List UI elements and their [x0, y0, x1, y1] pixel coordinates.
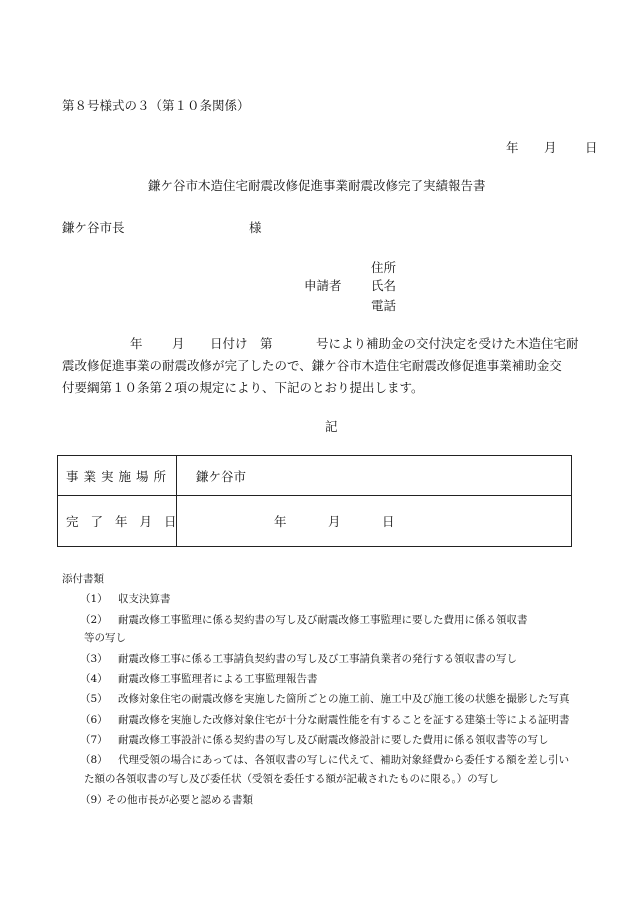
body-month: 月: [172, 336, 185, 351]
attachment-number: （9）: [80, 794, 108, 806]
attachment-text-continued: た額の各領収書の写し及び委任状（受領を委任する額が記載されたものに限る。）の写し: [84, 773, 499, 785]
attachment-number: （8）: [80, 754, 108, 766]
date-day: 日: [585, 140, 598, 155]
table-value-location: 鎌ケ谷市: [196, 469, 247, 484]
attachments-heading: 添付書類: [62, 573, 104, 585]
attachment-text: 改修対象住宅の耐震改修を実施した箇所ごとの施工前、施工中及び施工後の状態を撮影した写真: [118, 693, 570, 705]
attachment-number: （1）: [80, 593, 108, 605]
attachment-text: 耐震改修工事設計に係る契約書の写し及び耐震改修設計に要した費用に係る領収書等の写し: [118, 734, 549, 746]
body-day-issue: 日付け 第: [210, 336, 273, 351]
applicant-label: 申請者: [304, 278, 342, 293]
body-line3: 付要綱第１０条第２項の規定により、下記のとおり提出します。: [62, 380, 424, 395]
body-year: 年: [130, 336, 143, 351]
date-month: 月: [544, 140, 557, 155]
table-label-location: 事業実施場所: [66, 469, 172, 484]
body-line2: 震改修促進事業の耐震改修が完了したので、鎌ケ谷市木造住宅耐震改修促進事業補助金交: [62, 358, 562, 373]
attachment-text-continued: 等の写し: [84, 632, 126, 644]
attachment-text: 耐震改修を実施した改修対象住宅が十分な耐震性能を有することを証する建築士等による証明書: [118, 714, 570, 726]
attachment-text: 耐震改修工事監理に係る契約書の写し及び耐震改修工事監理に要した費用に係る領収書: [118, 614, 528, 626]
table-completion-month: 月: [328, 514, 341, 529]
attachment-number: （4）: [80, 673, 108, 685]
attachment-text: 代理受領の場合にあっては、各領収書の写しに代えて、補助対象経費から委任する額を差し引い: [118, 754, 570, 766]
attachment-number: （7）: [80, 734, 108, 746]
date-year: 年: [506, 140, 519, 155]
table-column-divider: [176, 456, 177, 546]
attachment-text: 収支決算書: [118, 593, 171, 605]
ki-label: 記: [325, 419, 338, 434]
document-title: 鎌ケ谷市木造住宅耐震改修促進事業耐震改修完了実績報告書: [148, 178, 486, 193]
info-table: [57, 455, 572, 547]
table-completion-day: 日: [382, 514, 395, 529]
attachment-text: その他市長が必要と認める書類: [106, 794, 253, 806]
applicant-address-label: 住所: [371, 260, 397, 275]
attachment-number: （6）: [80, 714, 108, 726]
body-line1-rest: 号により補助金の交付決定を受けた木造住宅耐: [316, 336, 579, 351]
table-row-divider: [58, 495, 571, 496]
attachment-number: （3）: [80, 653, 108, 665]
attachment-number: （5）: [80, 693, 108, 705]
applicant-phone-label: 電話: [371, 298, 397, 313]
addressee-name: 鎌ケ谷市長: [62, 220, 125, 235]
table-label-completion-date: 完了年月日: [66, 514, 189, 529]
applicant-name-label: 氏名: [371, 278, 397, 293]
addressee-honorific: 様: [249, 220, 262, 235]
attachment-text: 耐震改修工事に係る工事請負契約書の写し及び工事請負業者の発行する領収書の写し: [118, 653, 517, 665]
attachment-number: （2）: [80, 614, 108, 626]
form-number: 第８号様式の３（第１０条関係）: [62, 98, 250, 113]
attachment-text: 耐震改修工事監理者による工事監理報告書: [118, 673, 318, 685]
table-completion-year: 年: [274, 514, 287, 529]
